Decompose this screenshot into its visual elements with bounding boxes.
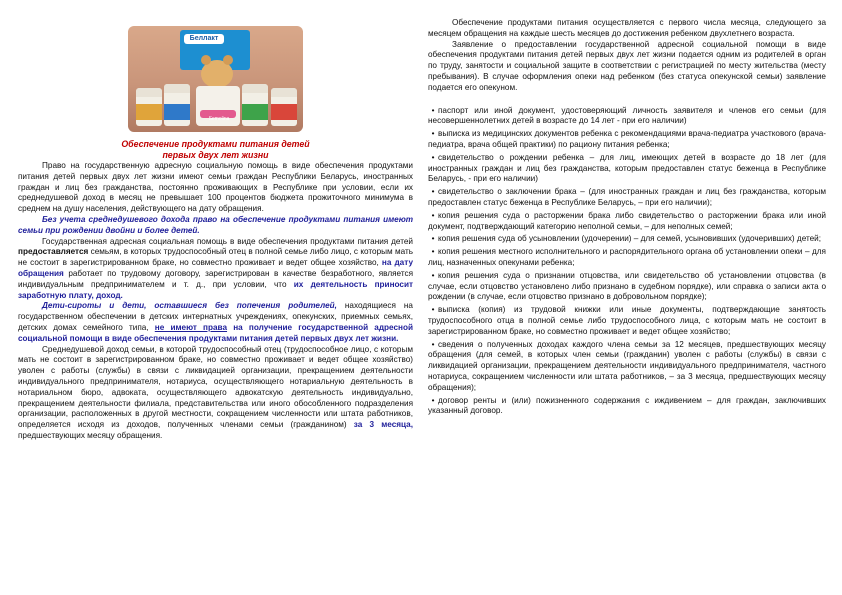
text: работает по трудовому договору, зарегистрирован в качестве безработного, является индивидуальным предпринимателем и т. д., при условии, что — [18, 268, 413, 289]
jar-label — [164, 104, 190, 120]
text: семьям, в которых трудоспособный отец в полной семье либо лицо, с которым мать не состоит в зарегистрированном браке, но совместно проживает и ведет общее хозяйство, — [18, 247, 413, 268]
jar-lid — [242, 84, 268, 93]
paragraph-income — [18, 345, 413, 442]
highlight-text: на дату обращения — [18, 258, 413, 278]
list-item — [428, 247, 826, 269]
list-item — [428, 271, 826, 303]
list-item-text: выписка из медицинских документов ребенка с рекомендациями врача-педиатра участкового (врача-педиатра, врача общей практики) по рациону питания ребенка; — [428, 129, 826, 149]
list-item — [428, 153, 826, 185]
bullet-icon: • — [431, 152, 435, 162]
left-column — [18, 0, 413, 442]
underlined-text: не имеют права — [154, 322, 228, 332]
jar-label — [271, 104, 297, 120]
text: находящиеся на государственном обеспечении в детских интернатных учреждениях, опекунских, приемных семьях, детских домах семейного типа, — [18, 301, 413, 332]
paragraph-twins: Без учета среднедушевого дохода право на обеспечение продуктами питания имеют семьи при рождении двойни и более детей. — [18, 214, 413, 235]
highlight-text: Дети-сироты и дети, оставшиеся без попечения родителей, — [42, 301, 337, 311]
highlight-text: на получение государственной адресной социальной помощи в виде обеспечения продуктами питания детей первых двух лет жизни. — [18, 322, 414, 343]
text: Среднедушевой доход семьи, в которой трудоспособный отец (трудоспособное лицо, с которым мать не состоит в зарегистрированном браке, но совместно проживает и ведет общее хозяйство) уволен с работы (службы) в связи с ликвидацией организации, прекращением деятельности индивидуального предпринимателя, нотариуса, осуществляющего нотариальную деятельность в нотариальном бюро, адвоката, осуществляющего адвокатскую деятельность индивидуально, прекращением деятельности филиала, представительства или иного обособленного подразделения организации, расположенных в другой местности, сокращением численности или штата работников, определяется исходя из доходов, полученных членами семьи (гражданином) — [18, 344, 413, 430]
bullet-icon: • — [431, 339, 435, 349]
list-item-text: свидетельство о заключении брака – (для иностранных граждан и лиц без гражданства, которым предоставлен статус беженца в Республике Беларусь, – при его наличии); — [428, 187, 826, 207]
highlight-text: за 3 месяца, — [353, 420, 413, 430]
bear-illustration — [201, 60, 233, 88]
bullet-icon: • — [431, 247, 435, 257]
list-item-text: договор ренты и (или) пожизненного содержания с иждивением – для граждан, заключивших указанный договор. — [428, 395, 826, 416]
brand-label: Беллакт — [184, 34, 224, 44]
jar-label — [242, 104, 268, 120]
list-item-text: копия решения суда об усыновлении (удочерении) – для семей, усыновивших (удочеривших) детей; — [438, 234, 822, 244]
jar-3 — [242, 84, 268, 126]
list-item — [428, 305, 826, 337]
spacer — [428, 94, 826, 104]
paragraph-start: Обеспечение продуктами питания осуществляется с первого числа месяца, следующего за месяцем обращения на каждые шесть месяцев до достижения ребенком двухлетнего возраста. — [428, 18, 826, 38]
bullet-icon: • — [431, 105, 435, 115]
list-item — [428, 396, 826, 418]
baby-food-photo — [128, 26, 303, 132]
jar-lid — [271, 88, 297, 97]
paragraph-application: Заявление о предоставлении государственной адресной социальной помощи в виде обеспечения продуктами питания детей первых двух лет жизни подается одним из родителей в орган по труду, занятости и социальной защите в соответствии с регистрацией по месту жительства (месту пребывания). В случае оформления опеки над ребенком (без статуса опекунской семьи) заявление подается его опекуном. — [428, 39, 826, 92]
section-title — [18, 139, 413, 161]
list-item-text: копия решения суда о признании отцовства, или свидетельство об установлении отцовства (в случае, если отцовство установлено либо признано в судебном порядке), или справка о записи акта о рождении (в случае, если отцовство признано в добровольном порядке); — [428, 270, 826, 302]
bullet-icon: • — [431, 395, 435, 405]
bullet-icon: • — [431, 234, 435, 244]
jar-label — [136, 104, 162, 120]
bullet-icon: • — [431, 187, 435, 197]
list-item — [428, 340, 826, 394]
list-item-text: копия решения суда о расторжении брака либо свидетельство о расторжении брака или иной документ, подтверждающий категорию неполной семьи, – для неполных семей; — [428, 210, 826, 231]
list-item — [428, 106, 826, 128]
bullet-icon: • — [431, 305, 435, 315]
paragraph-provision — [18, 237, 413, 302]
list-item — [428, 187, 826, 209]
list-item-text: выписка (копия) из трудовой книжки или иные документы, подтверждающие занятость трудоспособного отца в полной семье либо трудоспособного лица, с которым мать не состоит в зарегистрированном браке, но совместно проживает и ведет общее хозяйство; — [428, 305, 826, 336]
text: предшествующих месяцу обращения. — [18, 430, 163, 440]
title-line-2: первых двух лет жизни — [162, 150, 269, 160]
list-item — [428, 234, 826, 245]
paragraph-orphans — [18, 301, 413, 344]
list-item-text: свидетельство о рождении ребенка – для лиц, имеющих детей в возрасте до 18 лет (для иностранных граждан и лиц без гражданства, которым предоставлен статус беженца в Республике Беларусь, - при его наличии) — [428, 152, 826, 184]
bullet-icon: • — [431, 129, 435, 139]
text: Государственная адресная социальная помощь в виде обеспечения продуктами питания детей — [42, 236, 413, 246]
bullet-icon: • — [431, 210, 435, 220]
jar-2 — [164, 84, 190, 126]
bold-text: предоставляется — [18, 247, 89, 257]
list-item — [428, 211, 826, 233]
paragraph-eligibility: Право на государственную адресную социальную помощь в виде обеспечения продуктами питания детей первых двух лет жизни имеют семьи граждан Республики Беларусь, иностранных граждан и лиц без гражданства, постоянно проживающих в Республике при условии, если их среднедушевой доход в месяц не превышает 100 процентов бюджета прожиточного минимума в среднем на душу населения, действующего на дату обращения. — [18, 161, 413, 214]
jar-lid — [136, 88, 162, 97]
jar-lid — [164, 84, 190, 93]
jar-1 — [136, 88, 162, 126]
highlight-text: их деятельность приносит заработную плату, доход. — [18, 279, 414, 300]
list-item-text: паспорт или иной документ, удостоверяющий личность заявителя и членов его семьи (для несовершеннолетних детей в возрасте до 14 лет - при его наличии) — [428, 105, 826, 126]
list-item-text: копия решения местного исполнительного и распорядительного органа об установлении опеки – для лиц, назначенных опекунами ребенка; — [428, 247, 826, 267]
documents-list — [428, 106, 826, 418]
pouch-label: Semolina — [208, 116, 230, 122]
bullet-icon: • — [431, 270, 435, 280]
right-column — [428, 0, 826, 417]
jar-4 — [271, 88, 297, 126]
list-item — [428, 129, 826, 151]
title-line-1: Обеспечение продуктами питания детей — [121, 139, 310, 149]
list-item-text: сведения о полученных доходах каждого члена семьи за 12 месяцев, предшествующих месяцу обращения (для семей, в которых член семьи (гражданин) уволен с работы (службы) в связи с ликвидацией организации, прекращением деятельности индивидуального предпринимателя, частного нотариуса, сокращением численности или штата работников, – за 3 месяца, предшествующих месяцу обращения); — [428, 339, 826, 392]
